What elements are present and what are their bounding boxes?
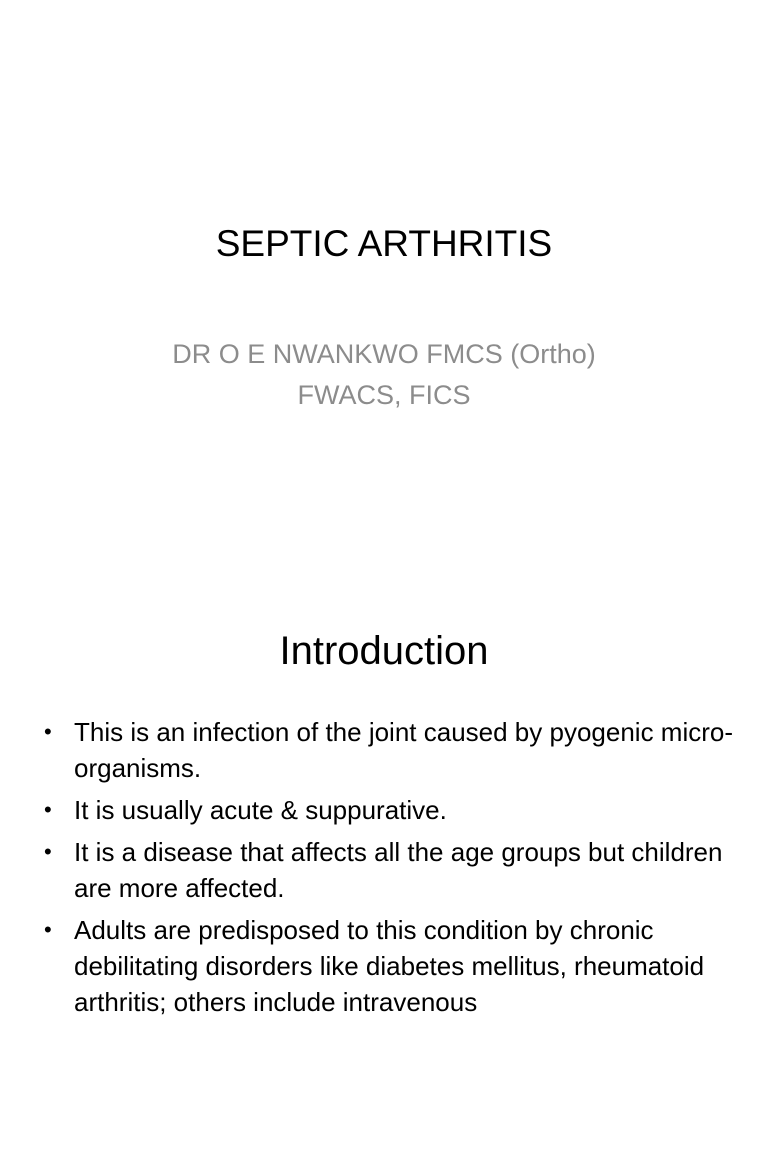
bullet-glyph: • bbox=[44, 719, 52, 744]
author-line-1: DR O E NWANKWO FMCS (Ortho) bbox=[172, 339, 596, 369]
bullet-glyph: • bbox=[44, 839, 52, 864]
bullet-item bbox=[44, 714, 734, 786]
bullet-text: It is a disease that affects all the age groups but children are more affected. bbox=[74, 837, 723, 903]
bullet-text: Adults are predisposed to this condition by chronic debilitating disorders like diabetes mellitus, rheumatoid arthritis; others include intravenous bbox=[74, 915, 705, 1017]
introduction-slide bbox=[0, 576, 768, 1152]
author-line-2: FWACS, FICS bbox=[297, 380, 471, 410]
author-subtitle bbox=[0, 334, 768, 416]
bullet-text: It is usually acute & suppurative. bbox=[74, 795, 447, 825]
bullet-list bbox=[44, 714, 734, 1026]
bullet-glyph: • bbox=[44, 797, 52, 822]
slide-title: Introduction bbox=[279, 629, 489, 673]
bullet-item bbox=[44, 792, 734, 828]
bullet-glyph: • bbox=[44, 917, 52, 942]
bullet-text: This is an infection of the joint caused by pyogenic micro-organisms. bbox=[74, 717, 734, 783]
bullet-item bbox=[44, 834, 734, 906]
slide-title: SEPTIC ARTHRITIS bbox=[215, 223, 553, 264]
bullet-item bbox=[44, 912, 734, 1020]
